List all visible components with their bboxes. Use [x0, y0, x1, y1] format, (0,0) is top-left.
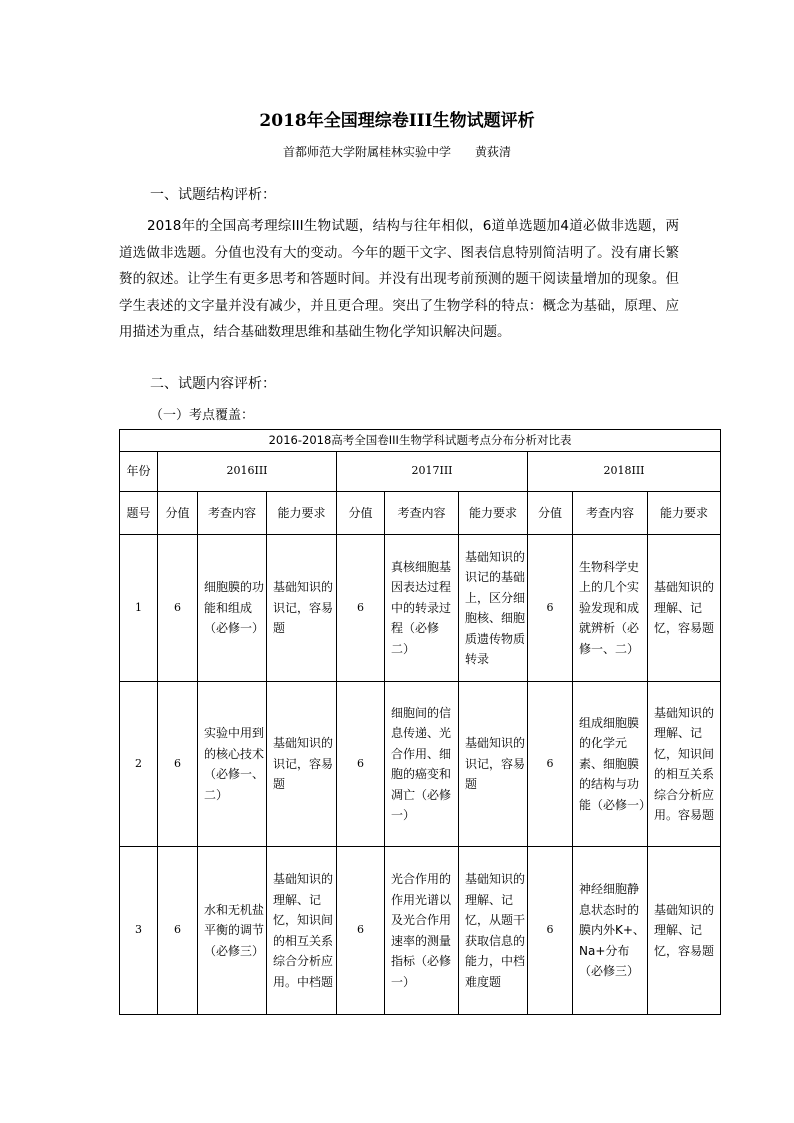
- col-content-header: 考查内容: [573, 492, 648, 535]
- score-cell: 6: [337, 847, 385, 1015]
- col-content-header: 考查内容: [385, 492, 459, 535]
- qnum-label: 题号: [120, 492, 158, 535]
- table-row: [120, 535, 721, 682]
- ability-cell: 基础知识的理解、记忆，容易题: [648, 535, 721, 682]
- ability-cell: 基础知识的识记，容易题: [459, 682, 528, 847]
- year-header: 2018III: [528, 452, 721, 492]
- score-cell: 6: [158, 682, 198, 847]
- score-cell: 6: [337, 682, 385, 847]
- content-cell: 神经细胞静息状态时的膜内外K+、Na+分布（必修三）: [573, 847, 648, 1015]
- year-header: 2017III: [337, 452, 528, 492]
- content-cell: 生物科学史上的几个实验发现和成就辨析（必修一、二）: [573, 535, 648, 682]
- ability-cell: 基础知识的理解、记忆，从题干获取信息的能力，中档难度题: [459, 847, 528, 1015]
- ability-cell: 基础知识的识记，容易题: [267, 535, 337, 682]
- score-cell: 6: [158, 847, 198, 1015]
- content-cell: 真核细胞基因表达过程中的转录过程（必修二）: [385, 535, 459, 682]
- ability-cell: 基础知识的识记，容易题: [267, 682, 337, 847]
- content-cell: 细胞膜的功能和组成（必修一）: [198, 535, 267, 682]
- author-name: 黄荻清: [475, 145, 512, 159]
- content-cell: 光合作用的作用光谱以及光合作用速率的测量指标（必修一）: [385, 847, 459, 1015]
- score-cell: 6: [528, 682, 573, 847]
- ability-cell: 基础知识的理解、记忆，容易题: [648, 847, 721, 1015]
- score-cell: 6: [528, 535, 573, 682]
- section1-paragraph: 2018年的全国高考理综III生物试题，结构与往年相似，6道单选题加4道必做非选题，两道选做非选题。分值也没有大的变动。今年的题干文字、图表信息特别简洁明了。没有庸长繁赘的叙述。让学生有更多思考和答题时间。并没有出现考前预测的题干阅读量增加的现象。但学生表述的文字量并没有减少，并且更合理。突出了生物学科的特点：概念为基础，原理、应用描述为重点，结合基础数理思维和基础生物化学知识解决问题。: [119, 218, 679, 341]
- page-title: 2018年全国理综卷III生物试题评析: [259, 111, 535, 131]
- section1-heading: 一、试题结构评析：: [150, 187, 276, 203]
- author-school: 首都师范大学附属桂林实验中学: [282, 145, 451, 159]
- col-ability-header: 能力要求: [267, 492, 337, 535]
- col-score-header: 分值: [337, 492, 385, 535]
- ability-cell: 基础知识的理解、记忆，知识间的相互关系综合分析应用。容易题: [648, 682, 721, 847]
- content-cell: 实验中用到的核心技术（必修一、二）: [198, 682, 267, 847]
- content-cell: 组成细胞膜的化学元素、细胞膜的结构与功能（必修一）: [573, 682, 648, 847]
- col-score-header: 分值: [158, 492, 198, 535]
- score-cell: 6: [337, 535, 385, 682]
- table-row: [120, 847, 721, 1015]
- year-header: 2016III: [158, 452, 337, 492]
- ability-cell: 基础知识的识记的基础上，区分细胞核、细胞质遗传物质转录: [459, 535, 528, 682]
- exam-comparison-table: [119, 429, 721, 1015]
- content-cell: 水和无机盐平衡的调节（必修三）: [198, 847, 267, 1015]
- score-cell: 6: [158, 535, 198, 682]
- section2-heading: 二、试题内容评析：: [150, 376, 276, 392]
- ability-cell: 基础知识的理解、记忆，知识间的相互关系综合分析应用。中档题: [267, 847, 337, 1015]
- question-number: 2: [120, 682, 158, 847]
- col-score-header: 分值: [528, 492, 573, 535]
- question-number: 1: [120, 535, 158, 682]
- question-number: 3: [120, 847, 158, 1015]
- table-row: [120, 682, 721, 847]
- section2-subheading: （一）考点覆盖：: [150, 408, 255, 423]
- content-cell: 细胞间的信息传递、光合作用、细胞的癌变和凋亡（必修一）: [385, 682, 459, 847]
- col-content-header: 考查内容: [198, 492, 267, 535]
- year-label: 年份: [120, 452, 158, 492]
- col-ability-header: 能力要求: [648, 492, 721, 535]
- col-ability-header: 能力要求: [459, 492, 528, 535]
- table-caption: 2016-2018高考全国卷III生物学科试题考点分布分析对比表: [120, 430, 721, 452]
- author-line: [0, 143, 794, 160]
- score-cell: 6: [528, 847, 573, 1015]
